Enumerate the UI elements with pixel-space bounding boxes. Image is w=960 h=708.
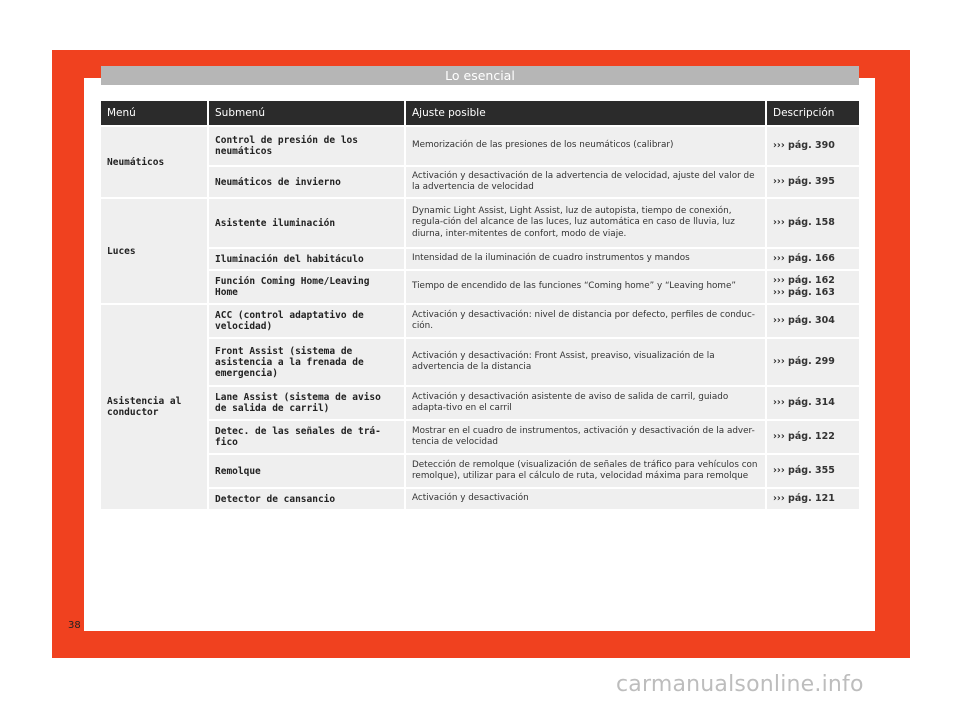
page-reference-link[interactable]: ››› pág. 158 — [773, 217, 835, 228]
submenu-cell: Función Coming Home/Leaving Home — [209, 269, 406, 303]
submenu-cell: Front Assist (sistema de asistencia a la frenada de emergencia) — [209, 337, 406, 385]
page-ref-cell — [767, 125, 859, 165]
page-ref-cell — [767, 385, 859, 419]
submenu-cell: Asistente iluminación — [209, 197, 406, 247]
submenu-cell: Remolque — [209, 453, 406, 487]
page-number: 38 — [68, 620, 81, 631]
page-ref-cell — [767, 419, 859, 453]
submenu-cell: Iluminación del habitáculo — [209, 247, 406, 269]
page-reference-link[interactable]: ››› pág. 390 — [773, 140, 835, 151]
table-row — [101, 165, 859, 197]
table-row — [101, 487, 859, 509]
header-submenu: Submenú — [209, 101, 406, 125]
table-row — [101, 453, 859, 487]
page-reference-link[interactable]: ››› pág. 355 — [773, 465, 835, 476]
settings-table — [101, 101, 859, 509]
header-menu: Menú — [101, 101, 209, 125]
setting-cell: Mostrar en el cuadro de instrumentos, activación y desactivación de la adver-tencia de velocidad — [406, 419, 767, 453]
page-ref-cell — [767, 165, 859, 197]
site-watermark: carmanualsonline.info — [616, 672, 864, 697]
header-description: Descripción — [767, 101, 859, 125]
submenu-cell: Neumáticos de invierno — [209, 165, 406, 197]
setting-cell: Activación y desactivación: nivel de distancia por defecto, perfiles de conduc-ción. — [406, 303, 767, 337]
page-reference-link[interactable]: ››› pág. 166 — [773, 253, 835, 264]
table-body — [101, 125, 859, 509]
page-reference-link[interactable]: ››› pág. 162 — [773, 275, 835, 286]
setting-cell: Activación y desactivación de la advertencia de velocidad, ajuste del valor de la advertencia de velocidad — [406, 165, 767, 197]
setting-cell: Activación y desactivación: Front Assist, preaviso, visualización de la advertencia de la distancia — [406, 337, 767, 385]
setting-cell: Intensidad de la iluminación de cuadro instrumentos y mandos — [406, 247, 767, 269]
page-ref-cell — [767, 487, 859, 509]
table-header-row — [101, 101, 859, 125]
page-reference-link[interactable]: ››› pág. 122 — [773, 431, 835, 442]
table-row — [101, 419, 859, 453]
page-ref-cell — [767, 269, 859, 303]
page-reference-link[interactable]: ››› pág. 163 — [773, 287, 835, 298]
page-ref-cell — [767, 337, 859, 385]
page-ref-cell — [767, 247, 859, 269]
page-reference-link[interactable]: ››› pág. 395 — [773, 176, 835, 187]
page-ref-cell — [767, 303, 859, 337]
section-title: Lo esencial — [101, 66, 859, 85]
page-ref-cell — [767, 453, 859, 487]
table-row — [101, 337, 859, 385]
page-reference-link[interactable]: ››› pág. 314 — [773, 397, 835, 408]
table-row — [101, 247, 859, 269]
submenu-cell: Control de presión de los neumáticos — [209, 125, 406, 165]
setting-cell: Dynamic Light Assist, Light Assist, luz de autopista, tiempo de conexión, regula-ción del alcance de las luces, luz automática en caso de lluvia, luz diurna, inter-mitentes de confort, modo de viaje. — [406, 197, 767, 247]
page-ref-cell — [767, 197, 859, 247]
header-setting: Ajuste posible — [406, 101, 767, 125]
setting-cell: Detección de remolque (visualización de señales de tráfico para vehículos con remolque), utilizar para el cálculo de ruta, velocidad máxima para remolque — [406, 453, 767, 487]
page-reference-link[interactable]: ››› pág. 299 — [773, 356, 835, 367]
setting-cell: Activación y desactivación — [406, 487, 767, 509]
table-row — [101, 269, 859, 303]
menu-cell: Neumáticos — [101, 125, 209, 197]
submenu-cell: Lane Assist (sistema de aviso de salida de carril) — [209, 385, 406, 419]
menu-cell: Asistencia al conductor — [101, 303, 209, 509]
submenu-cell: Detector de cansancio — [209, 487, 406, 509]
table-row — [101, 125, 859, 165]
setting-cell: Memorización de las presiones de los neumáticos (calibrar) — [406, 125, 767, 165]
submenu-cell: Detec. de las señales de trá-fico — [209, 419, 406, 453]
submenu-cell: ACC (control adaptativo de velocidad) — [209, 303, 406, 337]
page-reference-link[interactable]: ››› pág. 304 — [773, 315, 835, 326]
table-row — [101, 197, 859, 247]
table-row — [101, 385, 859, 419]
page-reference-link[interactable]: ››› pág. 121 — [773, 493, 835, 504]
table-row — [101, 303, 859, 337]
setting-cell: Tiempo de encendido de las funciones “Coming home” y “Leaving home” — [406, 269, 767, 303]
menu-cell: Luces — [101, 197, 209, 303]
setting-cell: Activación y desactivación asistente de aviso de salida de carril, guiado adapta-tivo en el carril — [406, 385, 767, 419]
